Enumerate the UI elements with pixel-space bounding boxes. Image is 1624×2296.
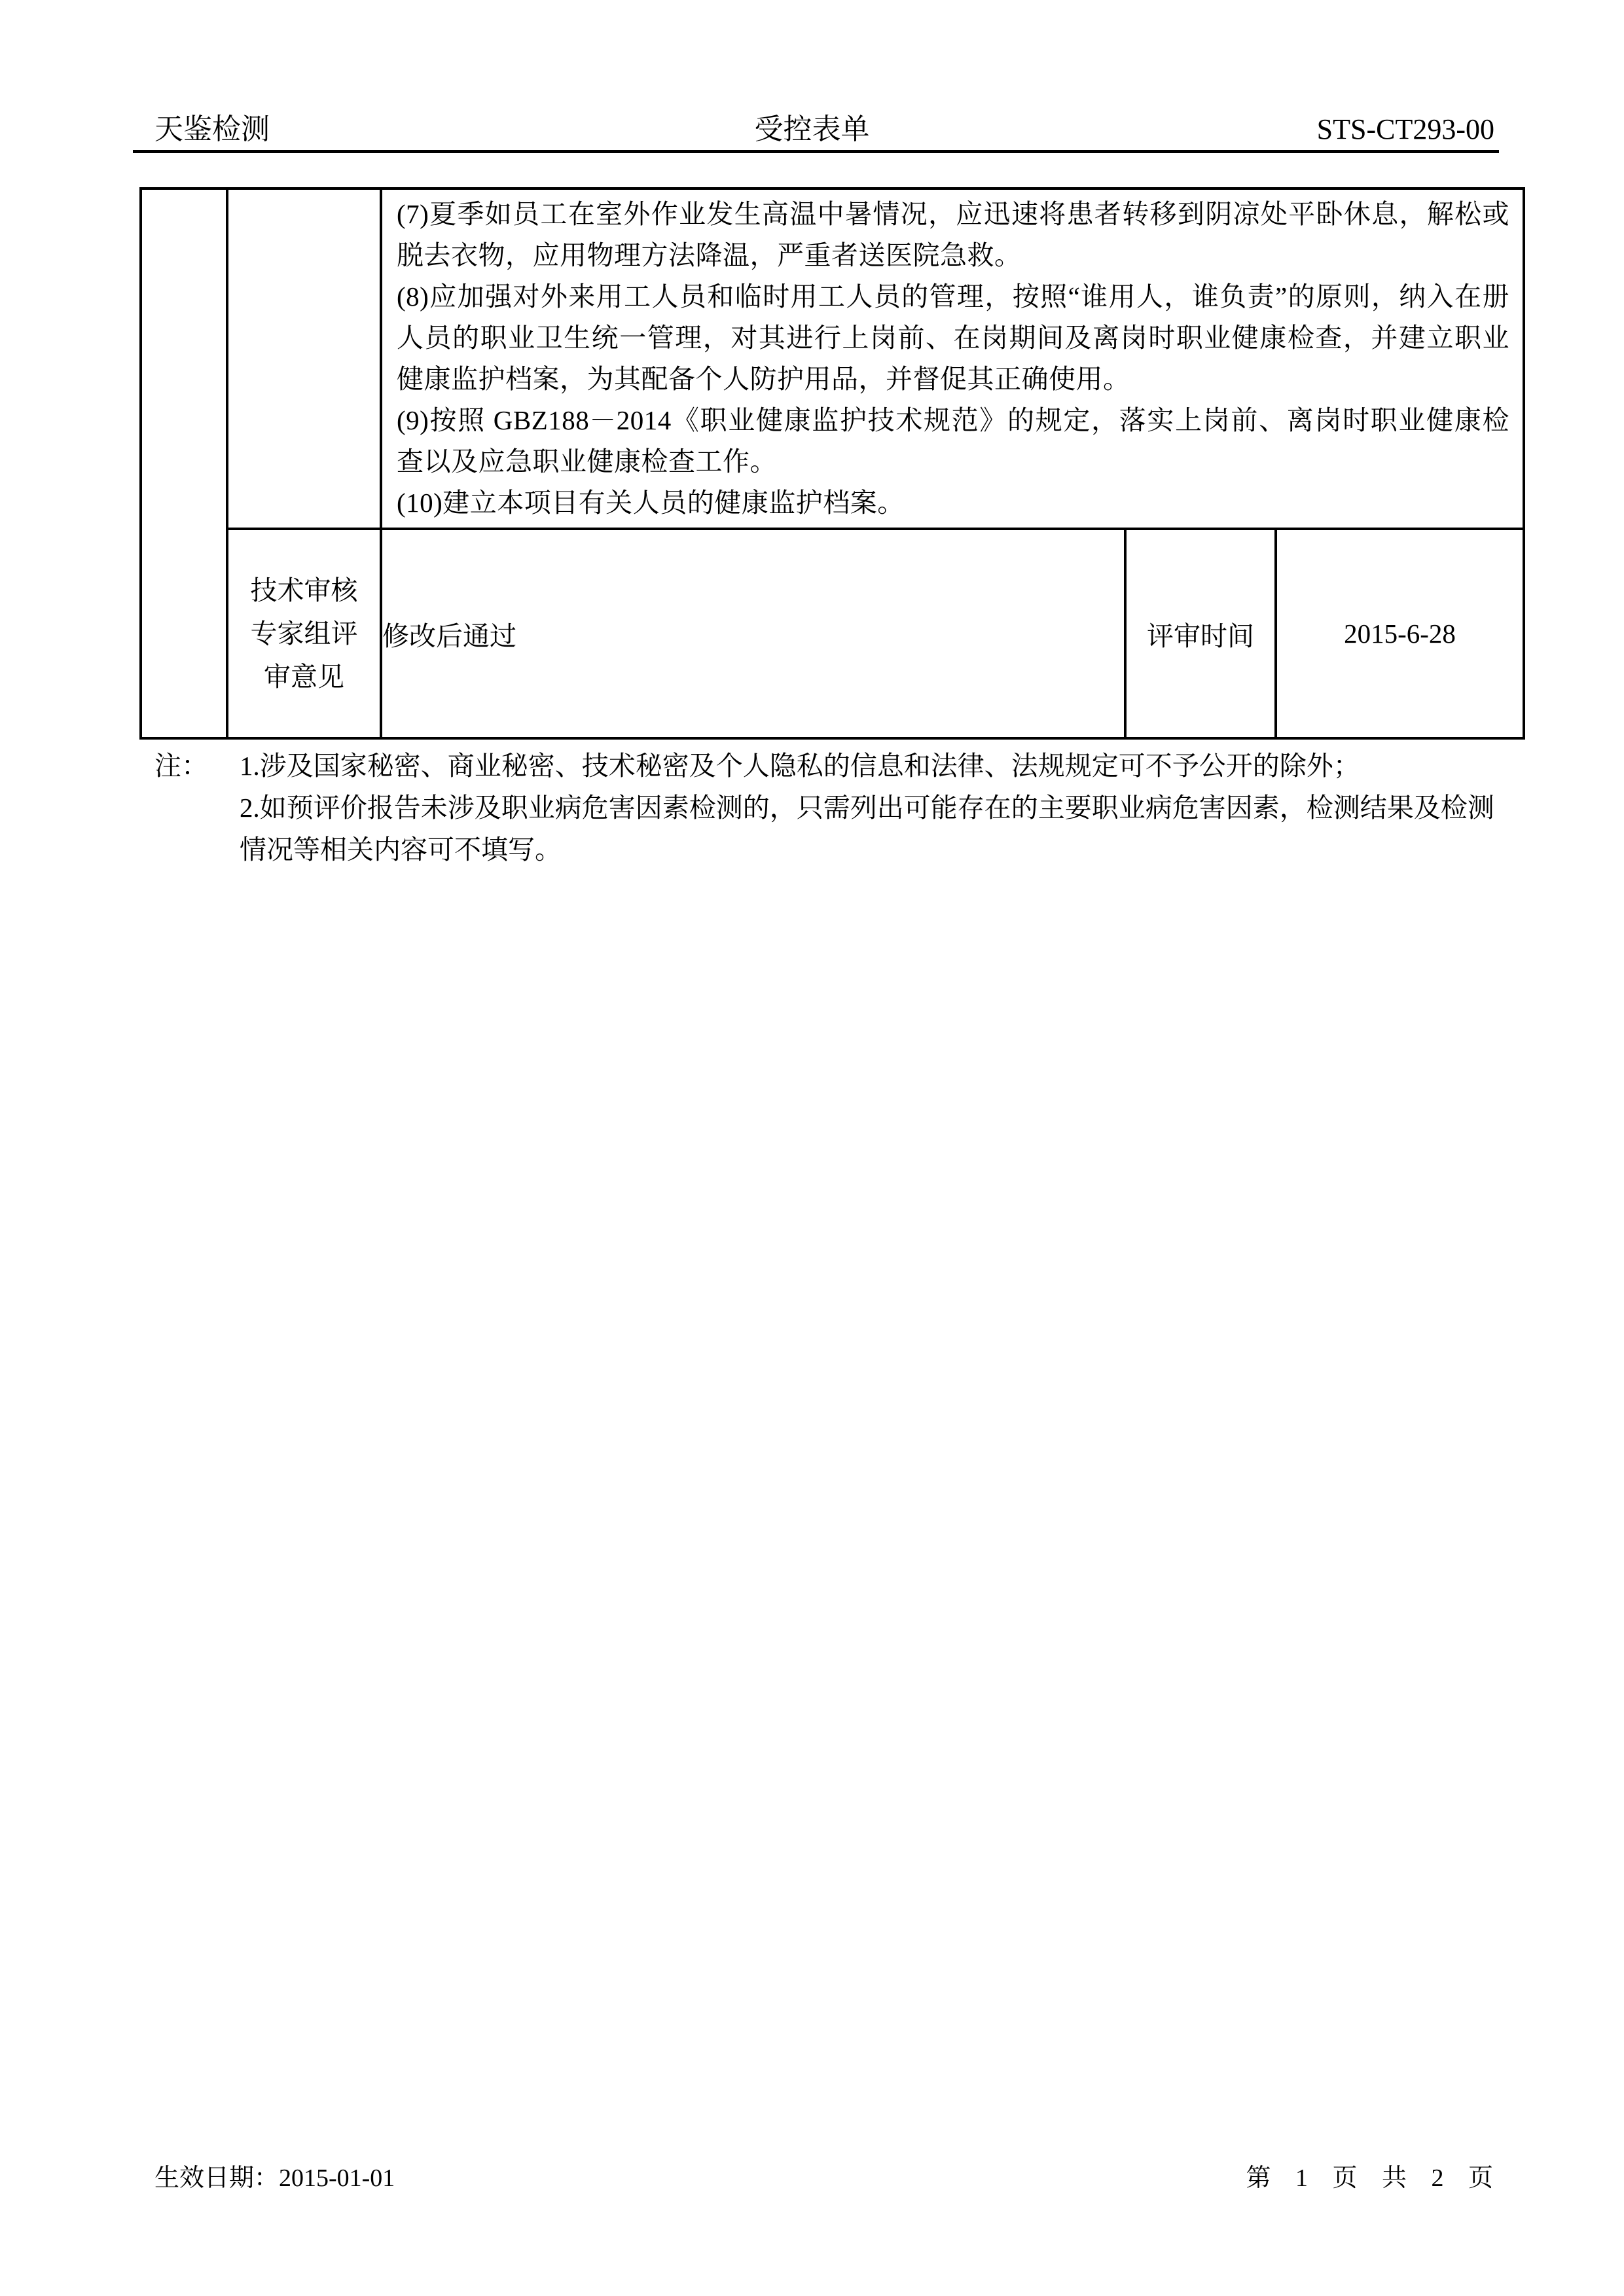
review-row xyxy=(141,529,1524,738)
header-doc-code: STS-CT293-00 xyxy=(1316,113,1494,145)
footer-page-info: 第 1 页 共 2 页 xyxy=(1246,2164,1493,2192)
measure-item-7: (7)夏季如员工在室外作业发生高温中暑情况，应迅速将患者转移到阴凉处平卧休息，解松或脱去衣物，应用物理方法降温，严重者送医院急救。 xyxy=(397,199,1509,270)
review-label-cell xyxy=(227,529,381,738)
review-label-line: 审意见 xyxy=(264,662,344,692)
review-opinion: 修改后通过 xyxy=(381,529,1125,738)
notes-prefix: 注： xyxy=(154,751,208,781)
footer-effective-date: 生效日期：2015-01-01 xyxy=(154,2164,395,2192)
review-time-value: 2015-6-28 xyxy=(1276,529,1524,738)
header-rule xyxy=(133,150,1499,153)
header-company: 天鉴检测 xyxy=(154,113,270,145)
notes-section xyxy=(154,745,1503,870)
measure-item-10: (10)建立本项目有关人员的健康监护档案。 xyxy=(397,488,905,518)
assessment-table xyxy=(139,187,1525,740)
measure-item-9: (9)按照 GBZ188－2014《职业健康监护技术规范》的规定，落实上岗前、离岗时职业健康检查以及应急职业健康检查工作。 xyxy=(397,405,1509,476)
note-item-2: 2.如预评价报告未涉及职业病危害因素检测的，只需列出可能存在的主要职业病危害因素，检测结果及检测情况等相关内容可不填写。 xyxy=(240,793,1494,865)
review-label-line: 技术审核 xyxy=(250,575,358,605)
measures-content-cell xyxy=(381,188,1524,529)
measure-item-8: (8)应加强对外来用工人员和临时用工人员的管理，按照“谁用人，谁负责”的原则，纳入在册人员的职业卫生统一管理，对其进行上岗前、在岗期间及离岗时职业健康检查，并建立职业健康监护档案，为其配备个人防护用品，并督促其正确使用。 xyxy=(397,281,1509,394)
header-doc-type: 受控表单 xyxy=(754,113,870,145)
measures-row xyxy=(141,188,1524,529)
review-time-label: 评审时间 xyxy=(1125,529,1276,738)
measures-label-cell xyxy=(227,188,381,529)
note-item-1: 1.涉及国家秘密、商业秘密、技术秘密及个人隐私的信息和法律、法规规定可不予公开的除外； xyxy=(240,751,1360,781)
merged-left-cell xyxy=(141,188,227,738)
review-label-line: 专家组评 xyxy=(250,619,358,649)
